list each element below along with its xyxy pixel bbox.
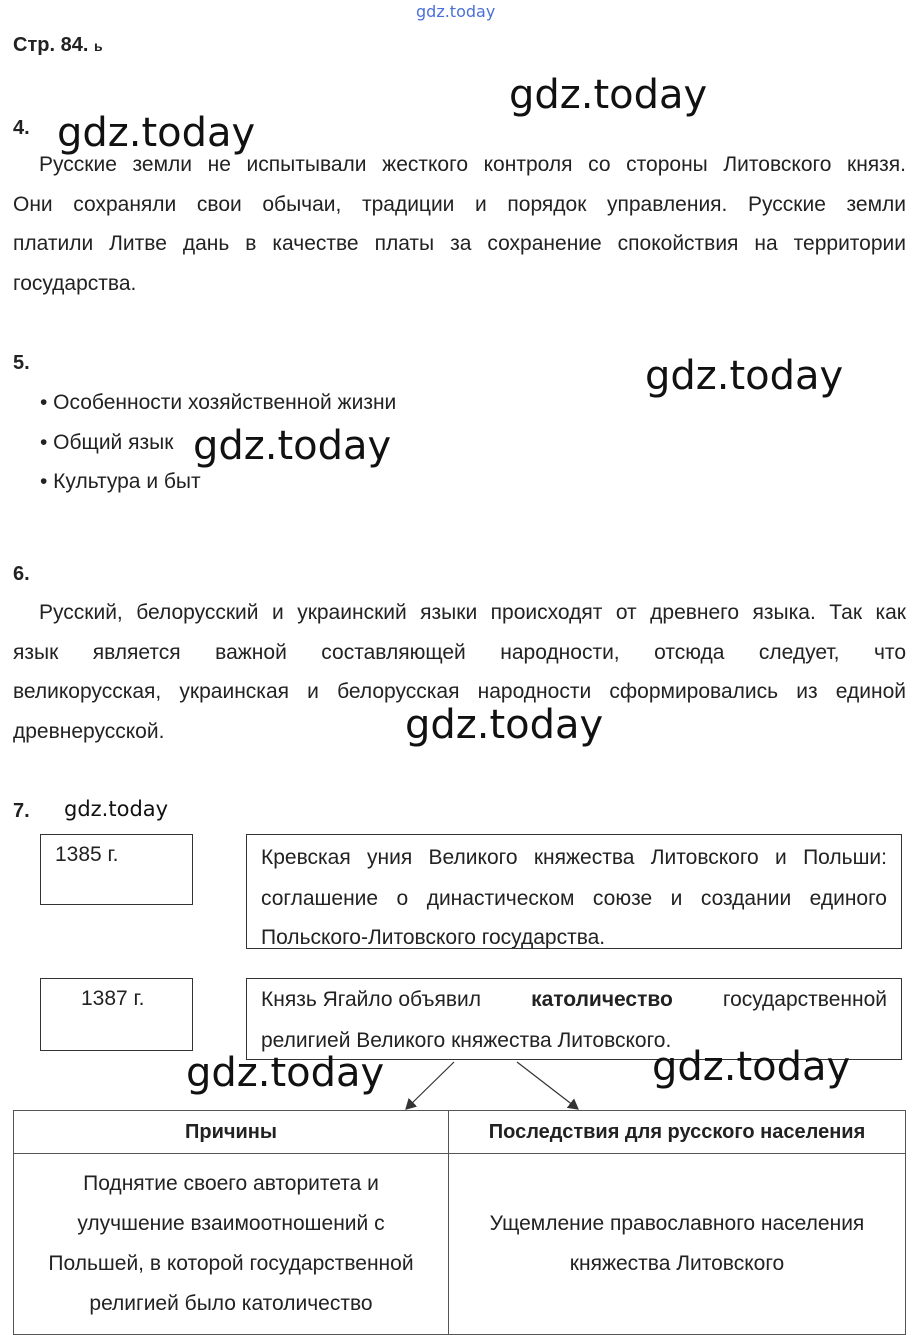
causes-line-1: Поднятие своего авторитета и [83, 1172, 379, 1195]
causes-line-3: Польшей, в которой государственной [48, 1252, 414, 1275]
watermark-3: gdz.today [645, 353, 844, 399]
q4-line-2: Они сохраняли свои обычаи, традиции и порядок управления. Русские земли [13, 192, 906, 216]
watermark-7: gdz.today [186, 1050, 385, 1096]
q5-item-3: • Культура и быт [40, 470, 201, 493]
question-7-number: 7. [13, 800, 30, 822]
causes-effects-table [13, 1110, 906, 1335]
cell-effects [449, 1154, 906, 1335]
question-6-number: 6. [13, 563, 30, 585]
question-4-number: 4. [13, 117, 30, 139]
table-header-row [14, 1111, 906, 1154]
causes-line-2: улучшение взаимоотношений с [77, 1212, 385, 1235]
watermark-8: gdz.today [652, 1044, 851, 1090]
arrow-to-effects [517, 1062, 578, 1109]
cell-causes [14, 1154, 449, 1335]
q5-item-1: • Особенности хозяйственной жизни [40, 391, 397, 414]
arrow-to-causes [406, 1062, 454, 1109]
event-1387-text-b: государственной [722, 988, 887, 1011]
stray-mark: ь [93, 38, 103, 54]
event-1387-text-a: Князь Ягайло объявил [261, 988, 482, 1011]
watermark-2: gdz.today [57, 110, 256, 156]
watermark-4: gdz.today [193, 423, 392, 469]
question-5-number: 5. [13, 352, 30, 374]
watermark-5: gdz.today [405, 702, 604, 748]
event-1385-line-3: Польского-Литовского государства. [261, 926, 606, 949]
effects-line-2: княжества Литовского [569, 1252, 785, 1275]
header-causes: Причины [14, 1111, 449, 1154]
year-1387: 1387 г. [81, 987, 145, 1010]
year-1385: 1385 г. [55, 843, 119, 866]
event-1387-bold-term: католичество [531, 988, 673, 1011]
q6-line-2: язык является важной составляющей народности, отсюда следует, что [13, 640, 906, 664]
event-1385-line-2: соглашение о династическом союзе и создании единого [261, 887, 887, 910]
q4-line-4: государства. [13, 271, 137, 295]
watermark-1: gdz.today [509, 72, 708, 118]
event-1387-line-2: религией Великого княжества Литовского. [261, 1029, 672, 1052]
table-row [14, 1154, 906, 1335]
header-effects: Последствия для русского населения [449, 1111, 906, 1154]
page-number: Стр. 84. [13, 34, 89, 56]
q6-line-4: древнерусской. [13, 719, 165, 743]
watermark-top: gdz.today [416, 2, 496, 21]
q4-line-3: платили Литве дань в качестве платы за сохранение спокойствия на территории [13, 232, 906, 255]
causes-line-4: религией было католичество [89, 1292, 373, 1315]
q6-line-3: великорусская, украинская и белорусская народности сформировались из единой [13, 680, 906, 703]
q4-line-1: Русские земли не испытывали жесткого контроля со стороны Литовского князя. [39, 153, 906, 176]
q6-line-1: Русский, белорусский и украинский языки происходят от древнего языка. Так как [39, 601, 906, 624]
watermark-6: gdz.today [64, 797, 169, 821]
effects-line-1: Ущемление православного населения [489, 1212, 865, 1235]
event-1385-line-1: Кревская уния Великого княжества Литовского и Польши: [261, 846, 887, 869]
q5-item-2: • Общий язык [40, 430, 174, 454]
